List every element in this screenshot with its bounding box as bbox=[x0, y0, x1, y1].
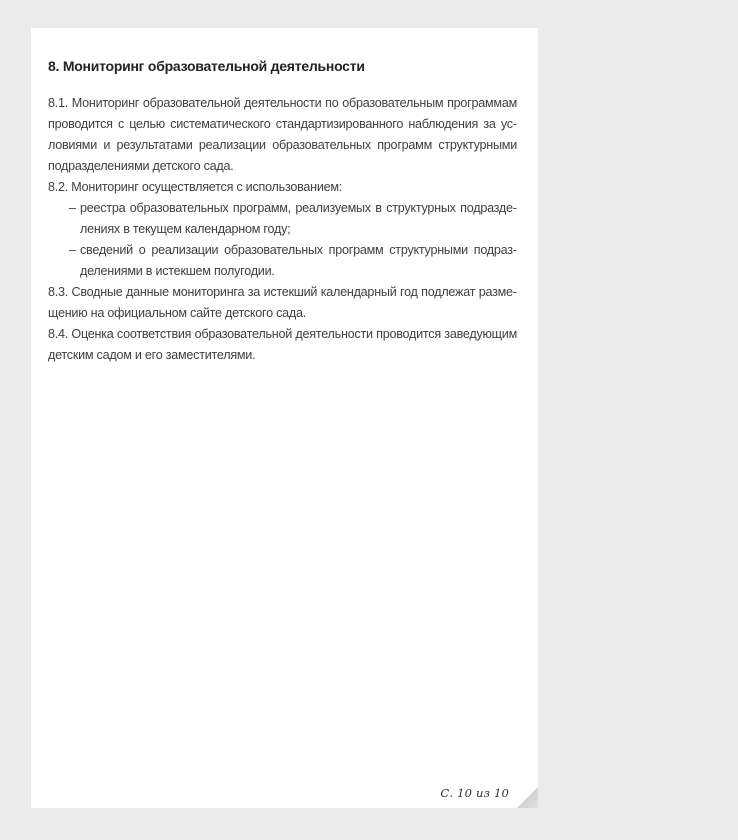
list-item-marker: – bbox=[69, 201, 76, 215]
list-item-marker: – bbox=[69, 243, 76, 257]
page-number-label: С. 10 из 10 bbox=[440, 786, 509, 800]
paragraph: 8.3. Сводные данные мониторинга за истекший календарный год подлежат размещению на официальном сайте детского сада. bbox=[48, 285, 517, 320]
list-item-text: реестра образовательных программ, реализуемых в структурных подразделениях в текущем календарном году; bbox=[80, 201, 517, 236]
document-page bbox=[31, 28, 538, 808]
paragraph: 8.1. Мониторинг образовательной деятельности по образовательным программам проводится с целью систематического стандартизированного наблюдения за условиями и результатами реализации образовательных программ структурными подразделениями детского сада. bbox=[48, 96, 517, 173]
paragraph: 8.2. Мониторинг осуществляется с использованием: bbox=[48, 180, 343, 194]
paragraph: 8.4. Оценка соответствия образовательной деятельности проводится заведующим детским садом и его заместителями. bbox=[48, 327, 517, 362]
list-item bbox=[48, 198, 517, 240]
list-item-text: сведений о реализации образовательных программ структурными подразделениями в истекшем полугодии. bbox=[80, 243, 517, 278]
document-body bbox=[48, 93, 517, 366]
section-heading: 8. Мониторинг образовательной деятельности bbox=[48, 58, 365, 74]
page-content bbox=[31, 28, 538, 808]
list-item bbox=[48, 240, 517, 282]
